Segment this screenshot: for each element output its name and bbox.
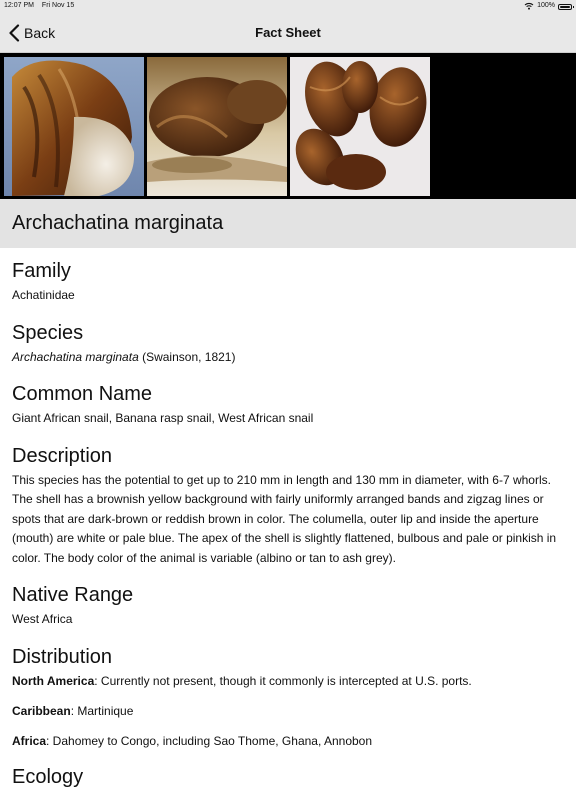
distribution-text: : Martinique <box>70 703 134 718</box>
species-authority: (Swainson, 1821) <box>138 349 236 364</box>
section-distribution <box>12 642 566 752</box>
section-common-name <box>12 379 566 429</box>
navigation-bar <box>0 12 576 53</box>
section-native-range <box>12 580 566 630</box>
common-name-value: Giant African snail, Banana rasp snail, West African snail <box>12 411 314 425</box>
common-name-heading: Common Name <box>12 383 153 405</box>
distribution-region: Caribbean <box>12 703 71 718</box>
snail-photo-1[interactable] <box>4 57 144 196</box>
species-value <box>12 348 566 368</box>
distribution-region: Africa <box>12 733 47 748</box>
section-ecology <box>12 762 566 792</box>
section-family <box>12 256 566 306</box>
distribution-entry <box>12 702 566 722</box>
section-description <box>12 441 566 569</box>
distribution-entry <box>12 732 566 752</box>
photo-gallery <box>0 53 576 199</box>
ecology-heading: Ecology <box>12 765 84 788</box>
chevron-left-icon <box>8 24 20 42</box>
status-time: 12:07 PM <box>4 2 34 9</box>
distribution-heading: Distribution <box>12 645 113 668</box>
status-left <box>4 0 80 12</box>
species-title: Archachatina marginata <box>0 199 576 248</box>
battery-percent: 100% <box>537 2 555 9</box>
distribution-region: North America <box>12 673 95 688</box>
snail-photo-3[interactable] <box>290 57 430 196</box>
family-heading: Family <box>12 260 71 282</box>
species-heading: Species <box>12 321 84 344</box>
native-range-value: West Africa <box>12 612 73 626</box>
family-value: Achatinidae <box>12 288 75 302</box>
description-text: This species has the potential to get up to 210 mm in length and 130 mm in diameter, with 6-7 whorls. The shell has a brownish yellow background with fairly uniformly arranged bands and zigzag lines or spots that are dark-brown or reddish brown in color. The columella, outer lip and inside the aperture (mouth) are white or pale blue. The apex of the shell is slightly flattened, bulbous and pale or pinkish in color. The body color of the animal is variable (albino or tan to ash grey). <box>12 472 557 565</box>
back-button[interactable] <box>8 12 55 53</box>
battery-icon <box>558 4 572 10</box>
species-scientific-name: Archachatina marginata <box>12 349 139 364</box>
back-label: Back <box>24 24 56 41</box>
description-heading: Description <box>12 444 113 467</box>
status-date: Fri Nov 15 <box>41 2 75 9</box>
page-title: Fact Sheet <box>255 25 321 40</box>
distribution-entry <box>12 672 566 692</box>
distribution-text: : Dahomey to Congo, including Sao Thome, Ghana, Annobon <box>46 733 373 748</box>
native-range-heading: Native Range <box>12 584 134 606</box>
distribution-text: : Currently not present, though it commonly is intercepted at U.S. ports. <box>94 673 472 688</box>
status-bar <box>0 0 576 12</box>
snail-photo-2[interactable] <box>147 57 287 196</box>
section-species <box>12 318 566 368</box>
wifi-icon <box>524 2 534 10</box>
fact-sheet-content <box>12 256 566 792</box>
status-right <box>524 0 572 12</box>
